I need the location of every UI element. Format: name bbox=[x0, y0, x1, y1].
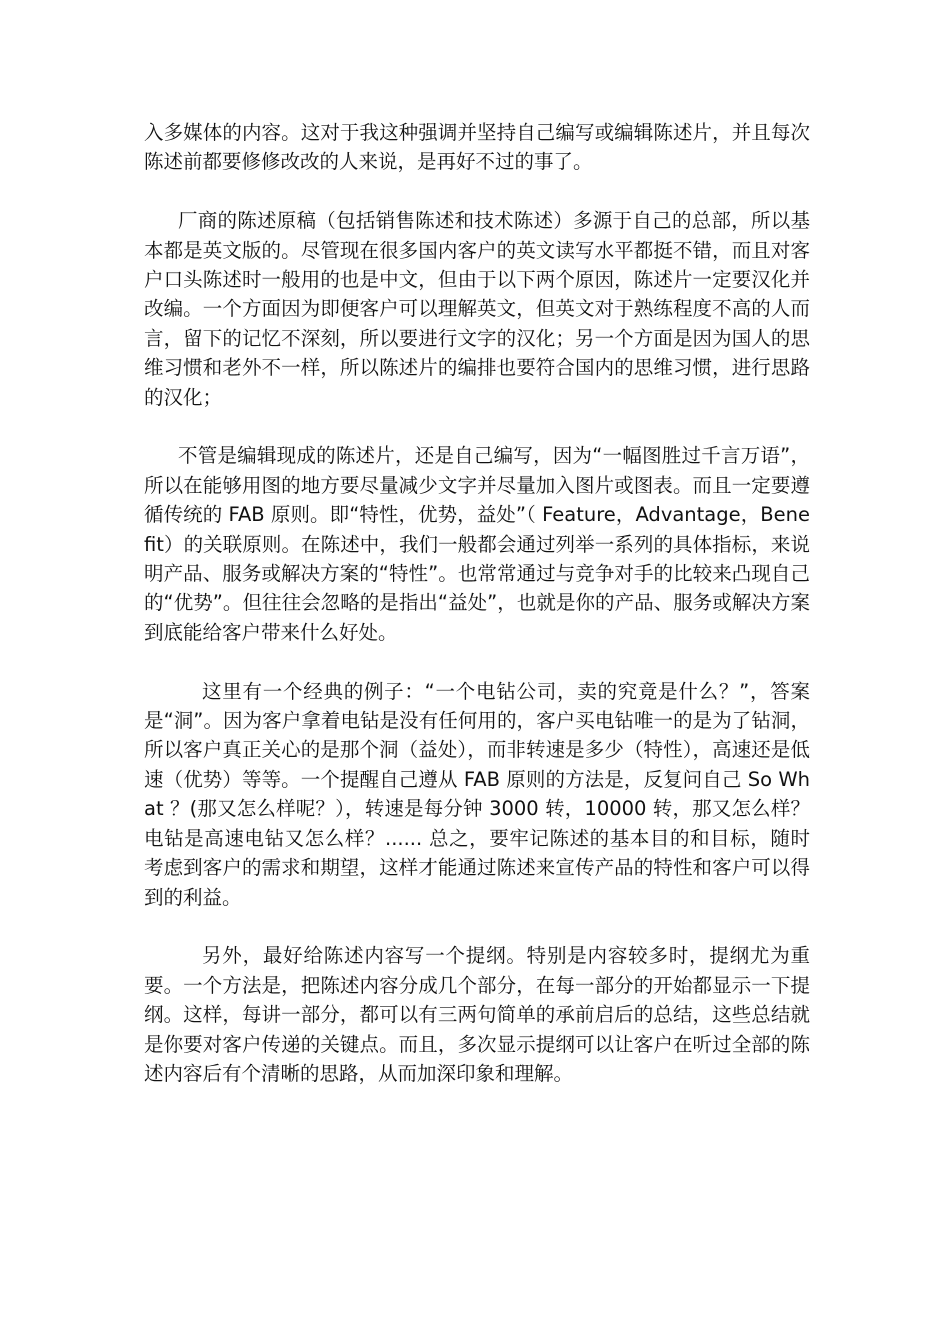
paragraph-3: 不管是编辑现成的陈述片，还是自己编写，因为“一幅图胜过千言万语”，所以在能够用图的地方要尽量减少文字并尽量加入图片或图表。而且一定要遵循传统的 FAB 原则。即“特性，优势，益处”（ Feature，Advantage，Benefit）的关联原则。在陈述中，我们一般都会通过列举一系列的具体指标，来说明产品、服务或解决方案的“特性”。也常常通过与竞争对手的比较来凸现自己的“优势”。但往往会忽略的是指出“益处”，也就是你的产品、服务或解决方案到底能给客户带来什么好处。 bbox=[144, 444, 810, 644]
paragraph-1: 入多媒体的内容。这对于我这种强调并坚持自己编写或编辑陈述片，并且每次陈述前都要修修改改的人来说，是再好不过的事了。 bbox=[144, 121, 810, 174]
document-body bbox=[144, 118, 810, 1088]
paragraph-5: 另外，最好给陈述内容写一个提纲。特别是内容较多时，提纲尤为重要。一个方法是，把陈述内容分成几个部分，在每一部分的开始都显示一下提纲。这样，每讲一部分，都可以有三两句简单的承前启后的总结，这些总结就是你要对客户传递的关键点。而且，多次显示提纲可以让客户在听过全部的陈述内容后有个清晰的思路，从而加深印象和理解。 bbox=[144, 944, 810, 1085]
paragraph-2: 厂商的陈述原稿（包括销售陈述和技术陈述）多源于自己的总部，所以基本都是英文版的。尽管现在很多国内客户的英文读写水平都挺不错，而且对客户口头陈述时一般用的也是中文，但由于以下两个原因，陈述片一定要汉化并改编。一个方面因为即便客户可以理解英文，但英文对于熟练程度不高的人而言，留下的记忆不深刻，所以要进行文字的汉化；另一个方面是因为国人的思维习惯和老外不一样，所以陈述片的编排也要符合国内的思维习惯，进行思路的汉化； bbox=[144, 209, 810, 409]
paragraph-4: 这里有一个经典的例子：“一个电钻公司，卖的究竟是什么？”，答案是“洞”。因为客户拿着电钻是没有任何用的，客户买电钻唯一的是为了钻洞，所以客户真正关心的是那个洞（益处），而非转速是多少（特性），高速还是低速（优势）等等。一个提醒自己遵从 FAB 原则的方法是，反复问自己 So What ？(那又怎么样呢？），转速是每分钟 3000 转，10000 转，那又怎么样？电钻是高速电钻又怎么样？...... 总之，要牢记陈述的基本目的和目标，随时考虑到客户的需求和期望，这样才能通过陈述来宣传产品的特性和客户可以得到的利益。 bbox=[144, 679, 810, 909]
